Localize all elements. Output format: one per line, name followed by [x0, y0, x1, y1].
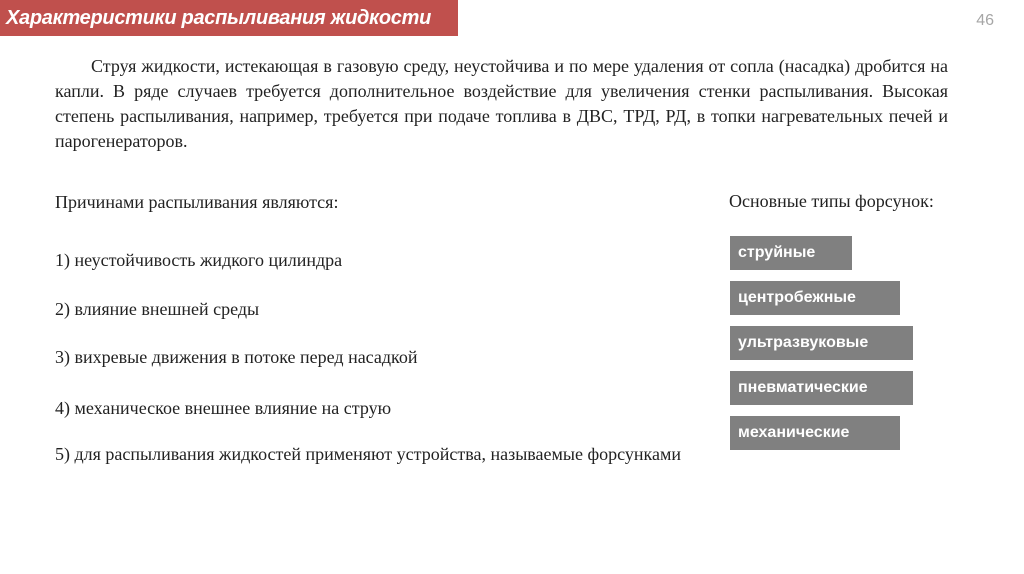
reason-item-5: 5) для распыливания жидкостей применяют устройства, называемые форсунками	[55, 444, 682, 464]
nozzle-type-pneumatic: пневматические	[730, 371, 913, 405]
reasons-heading: Причинами распыливания являются:	[55, 192, 339, 212]
intro-paragraph: Струя жидкости, истекающая в газовую среду, неустойчива и по мере удаления от сопла (насадка) дробится на капли. В ряде случаев требуется дополнительное воздействие для увеличения стенки распыливания. Высокая степень распыливания, например, требуется при подаче топлива в ДВС, ТРД, РД, в топки нагревательных печей и парогенераторов.	[55, 56, 948, 151]
reason-item-1: 1) неустойчивость жидкого цилиндра	[55, 250, 343, 270]
nozzle-type-mechanical: механические	[730, 416, 900, 450]
nozzle-type-jet: струйные	[730, 236, 852, 270]
page-number: 46	[976, 12, 994, 29]
nozzle-types-heading: Основные типы форсунок:	[729, 191, 934, 211]
reason-item-2: 2) влияние внешней среды	[55, 299, 260, 319]
reason-item-3: 3) вихревые движения в потоке перед насадкой	[55, 347, 418, 367]
nozzle-type-centrifugal: центробежные	[730, 281, 900, 315]
slide-title: Характеристики распыливания жидкости	[0, 0, 458, 36]
reason-item-4: 4) механическое внешнее влияние на струю	[55, 398, 392, 418]
nozzle-type-ultrasonic: ультразвуковые	[730, 326, 913, 360]
